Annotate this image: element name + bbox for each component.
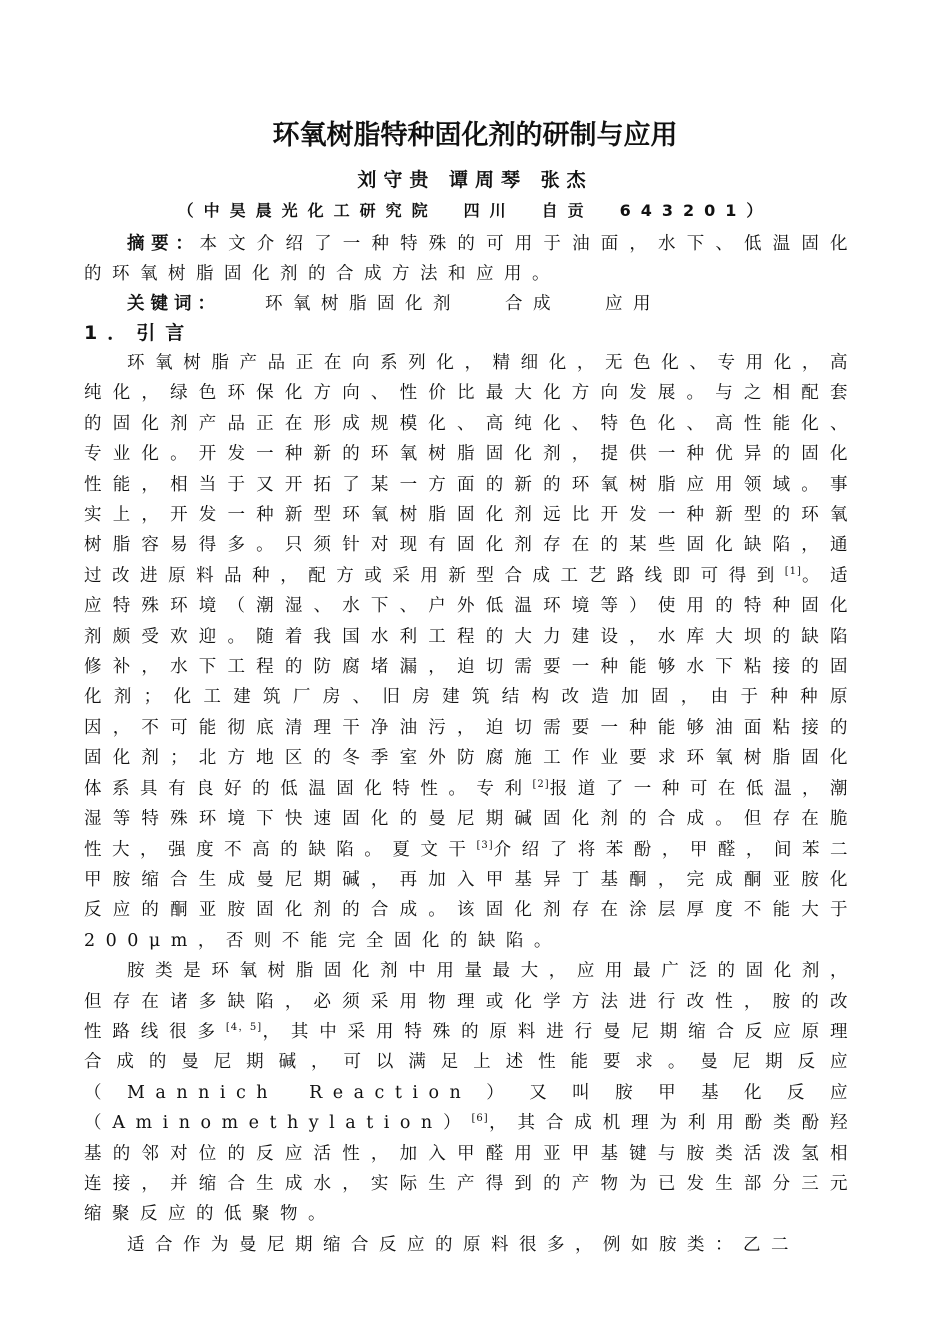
abstract	[84, 229, 858, 289]
paragraph-text: 胺类是环氧树脂固化剂中用量最大，应用最广泛的固化剂，但存在诸多缺陷，必须采用物理或化学方法进行改性，胺的改性路线很多	[84, 961, 858, 1042]
citation-ref: [2]	[532, 778, 550, 790]
keyword: 环氧树脂固化剂	[265, 294, 461, 314]
paragraph-text: 。适应特殊环境（潮湿、水下、户外低温环境等）使用的特种固化剂颇受欢迎。随着我国水利工程的大力建设，水库大坝的缺陷修补，水下工程的防腐堵漏，迫切需要一种能够水下粘接的固化剂；化工建筑厂房、旧房建筑结构改造加固，由于种种原因，不可能彻底清理干净油污，迫切需要一种能够油面粘接的固化剂；北方地区的冬季室外防腐施工作业要求环氧树脂固化体系具有良好的低温固化特性。专利	[84, 565, 858, 799]
paragraph-text: 环氧树脂产品正在向系列化，精细化，无色化、专用化，高纯化，绿色环保化方向、性价比最大化方向发展。与之相配套的固化剂产品正在形成规模化、高纯化、特色化、高性能化、专业化。开发一种新的环氧树脂固化剂，提供一种优异的固化性能，相当于又开拓了某一方面的新的环氧树脂应用领域。事实上，开发一种新型环氧树脂固化剂远比开发一种新型的环氧树脂容易得多。只须针对现有固化剂存在的某些固化缺陷，通过改进原料品种，配方或采用新型合成工艺路线即可得到	[84, 353, 858, 586]
keywords-label: 关键词：	[127, 294, 221, 314]
paragraph-text: ，其合成机理为利用酚类酚羟基的邻对位的反应活性，加入甲醛用亚甲基键与胺类活泼氢相连接，并缩合生成水，实际生产得到的产物为已发生部分三元缩聚反应的低聚物。	[84, 1113, 858, 1225]
keywords	[84, 289, 858, 319]
paragraph-text: 介绍了将苯酚，甲醛，间苯二甲胺缩合生成曼尼期碱，再加入甲基异丁基酮，完成酮亚胺化反应的酮亚胺固化剂的合成。该固化剂存在涂层厚度不能大于200μm，否则不能完全固化的缺陷。	[84, 839, 859, 951]
paragraph-text: 适合作为曼尼期缩合反应的原料很多，例如胺类：乙二	[127, 1234, 799, 1255]
author-list: 刘守贵 谭周琴 张杰	[357, 169, 593, 191]
body-text	[84, 348, 858, 1260]
citation-ref: [6]	[471, 1113, 489, 1125]
paragraph-text: ，其中采用特殊的原料进行曼尼期缩合反应原理合成的曼尼期碱，可以满足上述性能要求。曼尼期反应（Mannich Reaction）又叫胺甲基化反应（Aminomethylation）	[84, 1021, 859, 1134]
paragraph	[84, 956, 858, 1230]
paragraph	[84, 348, 858, 956]
section-heading: 1．引言	[84, 322, 195, 344]
keyword: 合成	[505, 294, 561, 314]
abstract-text: 本文介绍了一种特殊的可用于油面，水下、低温固化的环氧树脂固化剂的合成方法和应用。	[84, 234, 859, 284]
paragraph	[84, 1230, 858, 1260]
affiliation: （中昊晨光化工研究院 四川 自贡 643201）	[177, 201, 773, 220]
keyword: 应用	[605, 294, 661, 314]
paper-title: 环氧树脂特种固化剂的研制与应用	[272, 120, 678, 151]
citation-ref: [4，5]	[225, 1021, 263, 1033]
citation-ref: [1]	[784, 565, 802, 577]
citation-ref: [3]	[476, 839, 494, 851]
abstract-label: 摘要：	[127, 234, 200, 254]
paragraph-text: 报道了一种可在低温，潮湿等特殊环境下快速固化的曼尼期碱固化剂的合成。但存在脆性大，强度不高的缺陷。夏文干	[84, 778, 859, 860]
